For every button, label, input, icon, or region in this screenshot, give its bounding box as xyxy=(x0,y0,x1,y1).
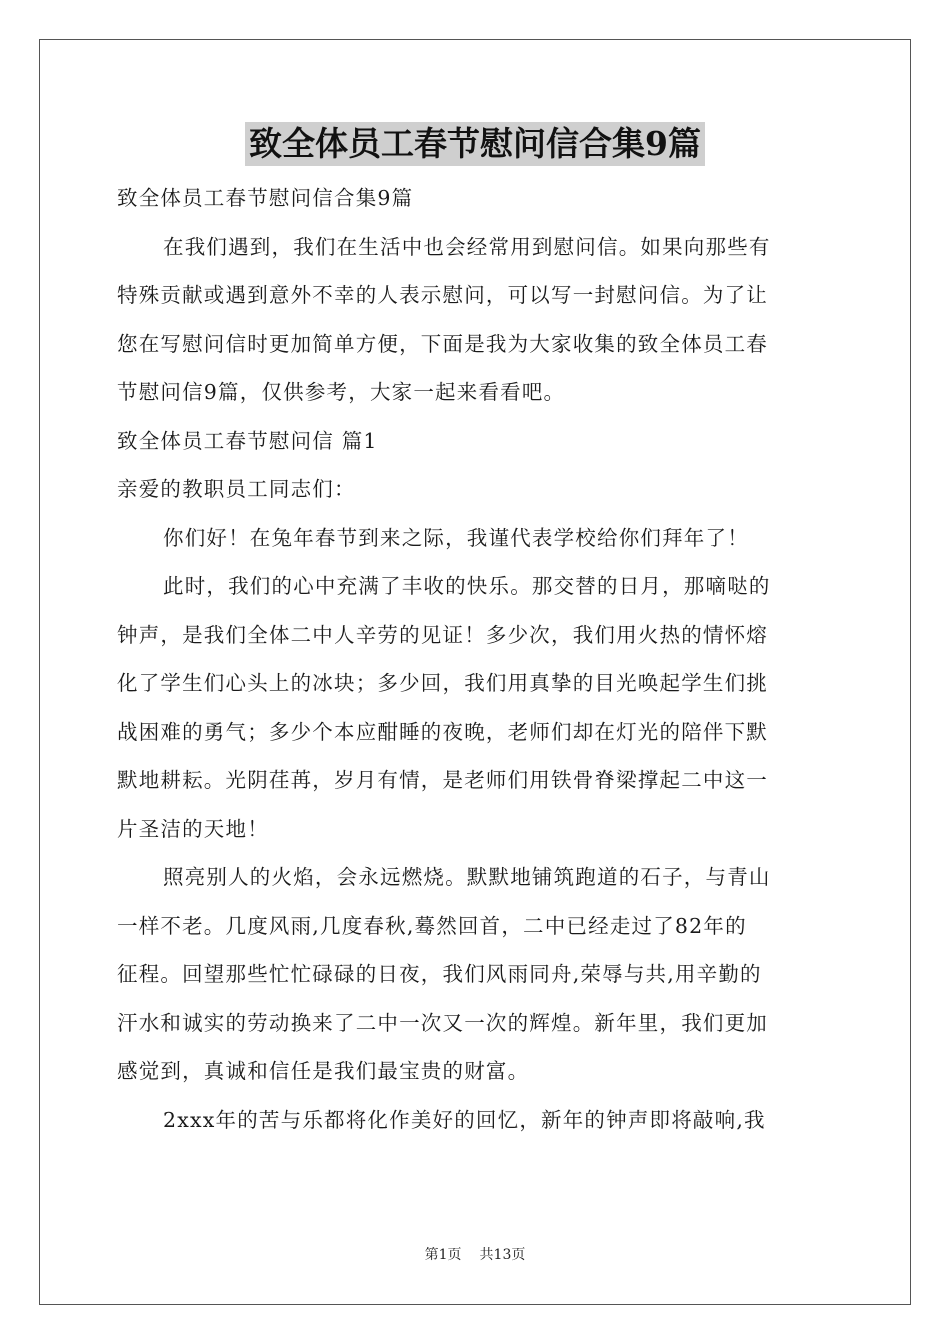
page-total: 共13页 xyxy=(479,1247,526,1263)
text-line: 默地耕耘。光阴荏苒，岁月有情，是老师们用铁骨脊梁撑起二中这一 xyxy=(117,768,768,792)
text-line: 感觉到，真诚和信任是我们最宝贵的财富。 xyxy=(117,1059,530,1083)
text-line: 此时，我们的心中充满了丰收的快乐。那交替的日月，那嘀哒的 xyxy=(163,574,771,598)
text-line: 节慰问信9篇，仅供参考，大家一起来看看吧。 xyxy=(117,380,566,404)
text-line: 照亮别人的火焰，会永远燃烧。默默地铺筑跑道的石子，与青山 xyxy=(163,865,771,889)
text-line: 钟声，是我们全体二中人辛劳的见证！多少次，我们用火热的情怀熔 xyxy=(117,622,768,647)
text-line: 致全体员工春节慰问信合集9篇 xyxy=(117,186,414,210)
text-line: 一样不老。几度风雨,几度春秋,蓦然回首，二中已经走过了82年的 xyxy=(117,913,747,938)
page-footer xyxy=(0,1244,950,1264)
text-line: 征程。回望那些忙忙碌碌的日夜，我们风雨同舟,荣辱与共,用辛勤的 xyxy=(117,962,762,986)
title-wrap xyxy=(0,122,950,166)
text-line: 致全体员工春节慰问信 篇1 xyxy=(117,428,378,453)
text-line: 化了学生们心头上的冰块；多少回，我们用真挚的目光唤起学生们挑 xyxy=(117,671,768,695)
text-line: 特殊贡献或遇到意外不幸的人表示慰问，可以写一封慰问信。为了让 xyxy=(117,283,768,307)
text-line: 在我们遇到，我们在生活中也会经常用到慰问信。如果向那些有 xyxy=(163,234,771,259)
document-title: 致全体员工春节慰问信合集9篇 xyxy=(245,122,705,166)
text-line: 你们好！在兔年春节到来之际，我谨代表学校给你们拜年了！ xyxy=(163,525,749,550)
text-line: 战困难的勇气；多少个本应酣睡的夜晚，老师们却在灯光的陪伴下默 xyxy=(117,719,768,744)
page-number: 第1页 xyxy=(424,1247,462,1263)
text-line: 亲爱的教职员工同志们： xyxy=(117,477,356,501)
text-line: 汗水和诚实的劳动换来了二中一次又一次的辉煌。新年里，我们更加 xyxy=(117,1010,768,1035)
text-line: 片圣洁的天地！ xyxy=(117,816,269,841)
text-line: 2xxx年的苦与乐都将化作美好的回忆，新年的钟声即将敲响,我 xyxy=(163,1107,766,1132)
text-line: 您在写慰问信时更加简单方便，下面是我为大家收集的致全体员工春 xyxy=(117,331,768,356)
document-body xyxy=(117,174,835,1144)
